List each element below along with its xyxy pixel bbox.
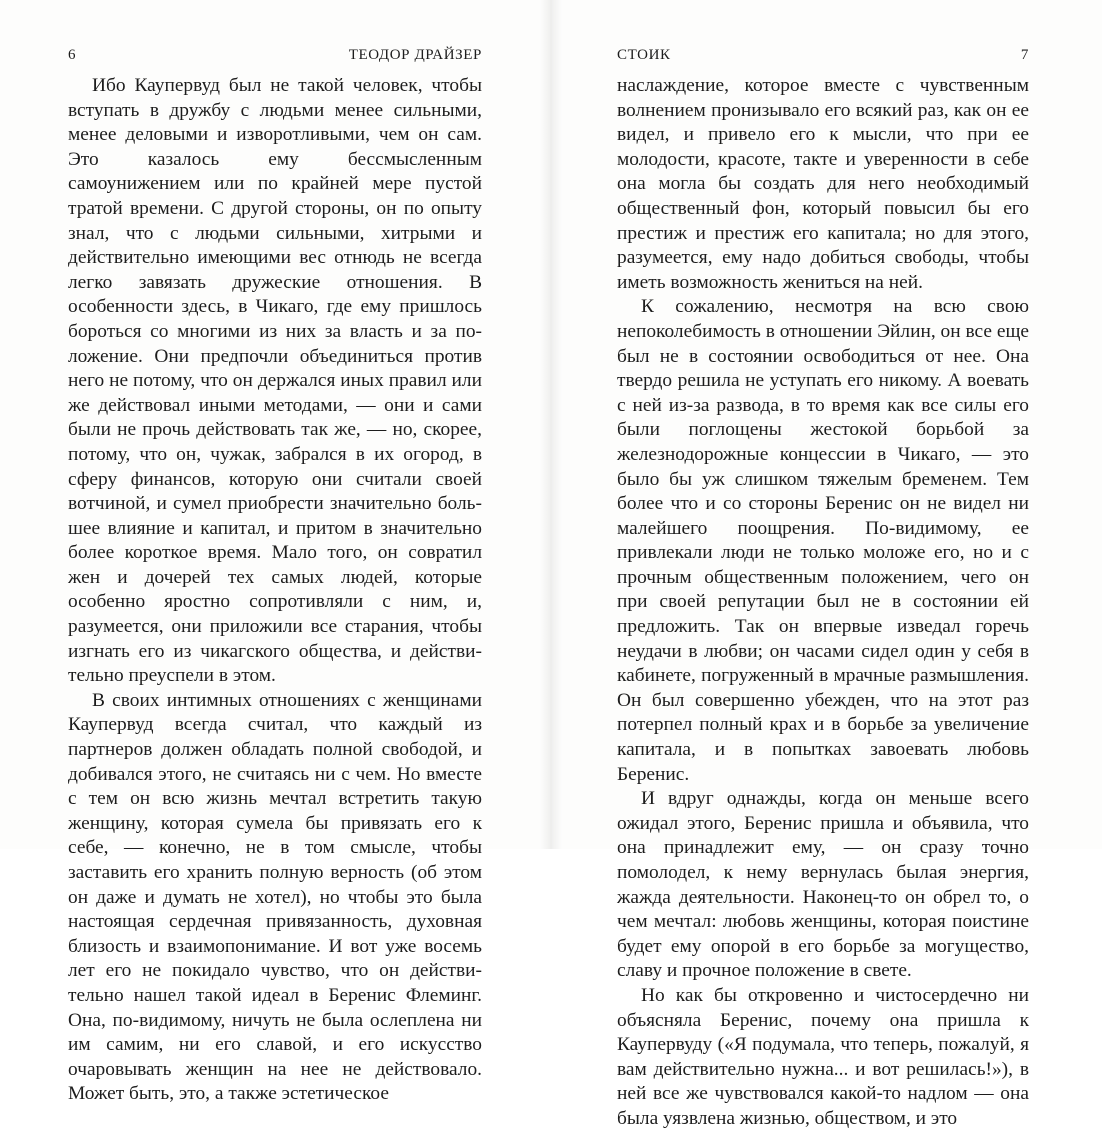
- right-paragraph-2: К сожалению, несмотря на всю свою непоколебимость в отношении Эйлин, он все еще был не в состоянии освободиться от нее. Она твердо решила не уступать его никому. А воевать с ней из-за развода, в то время как все силы его были поглощены жестокой борьбой за железнодорожные концессии в Чикаго, — это было бы уж слишком тяжелым бременем. Тем более что и со стороны Беренис он не видел ни малейшего поощрения. По-видимому, ее привлекали люди не только моложе его, но и с прочным общественным положением, чего он при своей репутации был не в состоянии ей предложить. Так он впервые изведал горечь неудачи в любви; он часами сидел один у себя в кабинете, погруженный в мрачные размышления. Он был совершенно убежден, что на этот раз потерпел полный крах и в борьбе за увеличение капитала, и в попытках завоевать любовь Беренис.: [617, 296, 1029, 785]
- right-paragraph-1: наслаждение, которое вместе с чувственным волнением пронизывало его всякий раз, как он ее видел, и привело его к мысли, что при ее молодости, красоте, такте и уверенности в себе она могла бы создать для него необходимый общественный фон, который повысил бы его престиж и престиж его капитала; но для этого, разумеется, ему надо добиться свободы, чтобы иметь возможность жениться на ней.: [617, 75, 1029, 293]
- right-paragraph-4: Но как бы откровенно и чистосердечно ни объясняла Беренис, почему она пришла к Каупервуду («Я подумала, что теперь, пожалуй, я вам действительно нужна... и вот решилась!»), в ней все же чувствовался какой-то надлом — она была уязвлена жизнью, обществом, и это: [617, 984, 1029, 1129]
- left-page: [0, 0, 551, 1105]
- left-running-head-title: ТЕОДОР ДРАЙЗЕР: [348, 47, 482, 63]
- left-paragraph-2: В своих интимных отношениях с женщинами Каупервуд всегда считал, что каждый из партнеров должен обладать полной свободой, и добивался этого, не считаясь ни с чем. Но вместе с тем он всю жизнь мечтал встретить такую женщину, которая сумела бы привязать его к себе, — конечно, не в том смысле, чтобы заставить его хранить полную верность (об этом он даже и думать не хотел), но чтобы это была настоящая сердечная привязанность, духовная близость и взаимопонимание. И вот уже восемь лет его не покидало чувство, что он действительно нашел такой идеал в Беренис Флеминг. Она, по-видимому, ничуть не была ослеплена ни им самим, ни его славой, и его искусство очаровывать женщин на нее не действовало. Может быть, это, а также эстетическое: [68, 689, 482, 1105]
- right-paragraph-3: И вдруг однажды, когда он меньше всего ожидал этого, Беренис пришла и объявила, что она принадлежит ему, — он сразу точно помолодел, к нему вернулась былая энергия, жажда деятельности. Наконец-то он обрел то, о чем мечтал: любовь женщины, которая поистине будет ему опорой в его борьбе за могущество, славу и прочное положение в свете.: [617, 788, 1029, 982]
- left-page-number: 6: [68, 47, 77, 63]
- left-page-text: [68, 74, 482, 1107]
- right-running-head-title: СТОИК: [617, 47, 671, 63]
- right-page-number: 7: [1020, 47, 1029, 63]
- right-page: [551, 0, 1102, 1129]
- right-page-text: [617, 74, 1029, 1132]
- left-paragraph-1: Ибо Каупервуд был не такой человек, чтобы вступать в дружбу с людьми менее сильными, менее деловыми и изворотливыми, чем он сам. Это казалось ему бессмысленным самоунижением или по крайней мере пустой тратой времени. С другой стороны, он по опыту знал, что с людьми сильными, хитрыми и действительно имеющими вес отнюдь не всегда легко завязать дружеские отношения. В особенности здесь, в Чикаго, где ему пришлось бороться со многими из них за власть и за положение. Они предпочли объединиться против него не потому, что он держался иных правил или же действовал иными методами, — они и сами были не прочь действовать так же, — но, скорее, потому, что он, чужак, забрался в их огород, в сферу финансов, которую они считали своей вотчиной, и сумел приобрести значительно большее влияние и капитал, и притом в значительно более короткое время. Мало того, он совратил жен и дочерей тех самых людей, которые особенно яростно сопротивляли с ним, и, разумеется, они приложили все старания, чтобы изгнать его из чикагского общества, и действительно преуспели в этом.: [68, 75, 482, 687]
